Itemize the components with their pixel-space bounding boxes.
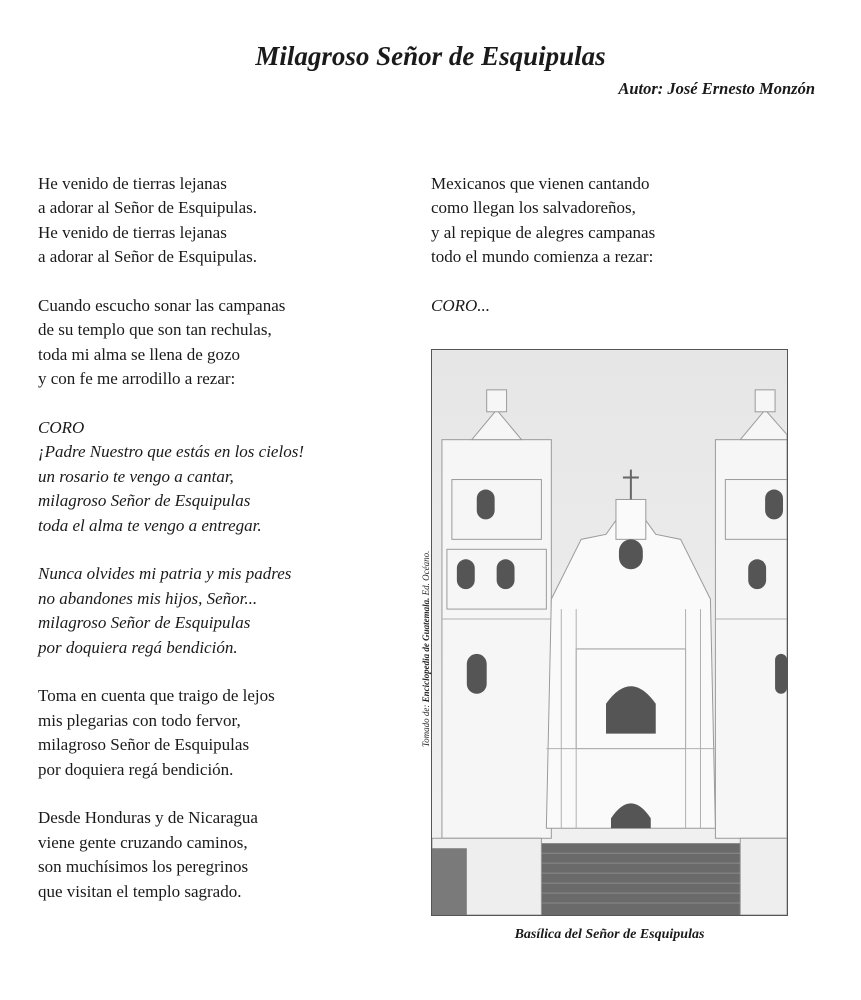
poem-line: CORO xyxy=(38,418,85,438)
poem-line: Cuando escucho sonar las campanas xyxy=(38,296,286,316)
photo-credit: Tomado de: Enciclopedia de Guatemala. Ed. Océano. xyxy=(421,550,431,747)
poem-line: y con fe me arrodillo a rezar: xyxy=(38,369,236,389)
poem-line: por doquiera regá bendición. xyxy=(38,759,234,779)
poem-line: ¡Padre Nuestro que estás en los cielos! xyxy=(38,442,304,462)
stanza xyxy=(38,562,398,660)
poem-line: Nunca olvides mi patria y mis padres xyxy=(38,564,292,584)
poem-line: como llegan los salvadoreños, xyxy=(431,198,636,218)
left-column xyxy=(38,172,398,929)
poem-line: todo el mundo comienza a rezar: xyxy=(431,247,654,267)
poem-line: son muchísimos los peregrinos xyxy=(38,857,249,877)
poem-title: Milagroso Señor de Esquipulas xyxy=(255,41,606,71)
poem-line: He venido de tierras lejanas xyxy=(38,222,227,242)
poem-line: Mexicanos que vienen cantando xyxy=(431,174,650,193)
stanza xyxy=(38,416,398,538)
poem-line: un rosario te vengo a cantar, xyxy=(38,466,234,486)
poem-line: Desde Honduras y de Nicaragua xyxy=(38,808,258,828)
basilica-photo xyxy=(431,349,788,916)
poem-line: Toma en cuenta que traigo de lejos xyxy=(38,686,275,706)
poem-line: toda mi alma se llena de gozo xyxy=(38,344,241,364)
poem-line: mis plegarias con todo fervor, xyxy=(38,710,241,730)
poem-line: milagroso Señor de Esquipulas xyxy=(38,491,251,511)
poem-line: a adorar al Señor de Esquipulas. xyxy=(38,247,258,267)
stanza xyxy=(38,294,398,392)
poem-line: y al repique de alegres campanas xyxy=(431,222,656,242)
poem-author: Autor: José Ernesto Monzón xyxy=(618,79,815,98)
chorus-reference: CORO... xyxy=(431,296,491,316)
stanza xyxy=(38,806,398,904)
basilica-illustration xyxy=(432,350,787,915)
poem-line: toda el alma te vengo a entregar. xyxy=(38,515,262,535)
poem-line: He venido de tierras lejanas xyxy=(38,174,227,193)
poem-line: a adorar al Señor de Esquipulas. xyxy=(38,198,258,218)
poem-line: de su templo que son tan rechulas, xyxy=(38,320,272,340)
stanza xyxy=(38,172,398,270)
poem-line: no abandones mis hijos, Señor... xyxy=(38,588,258,608)
poem-line: por doquiera regá bendición. xyxy=(38,637,238,657)
poem-line: milagroso Señor de Esquipulas xyxy=(38,735,250,755)
stanza xyxy=(38,684,398,782)
poem-line: milagroso Señor de Esquipulas xyxy=(38,613,251,633)
right-column xyxy=(431,172,831,318)
photo-caption: Basílica del Señor de Esquipulas xyxy=(514,927,705,942)
poem-line: que visitan el templo sagrado. xyxy=(38,881,242,901)
poem-line: viene gente cruzando caminos, xyxy=(38,832,248,852)
stanza xyxy=(431,172,831,270)
